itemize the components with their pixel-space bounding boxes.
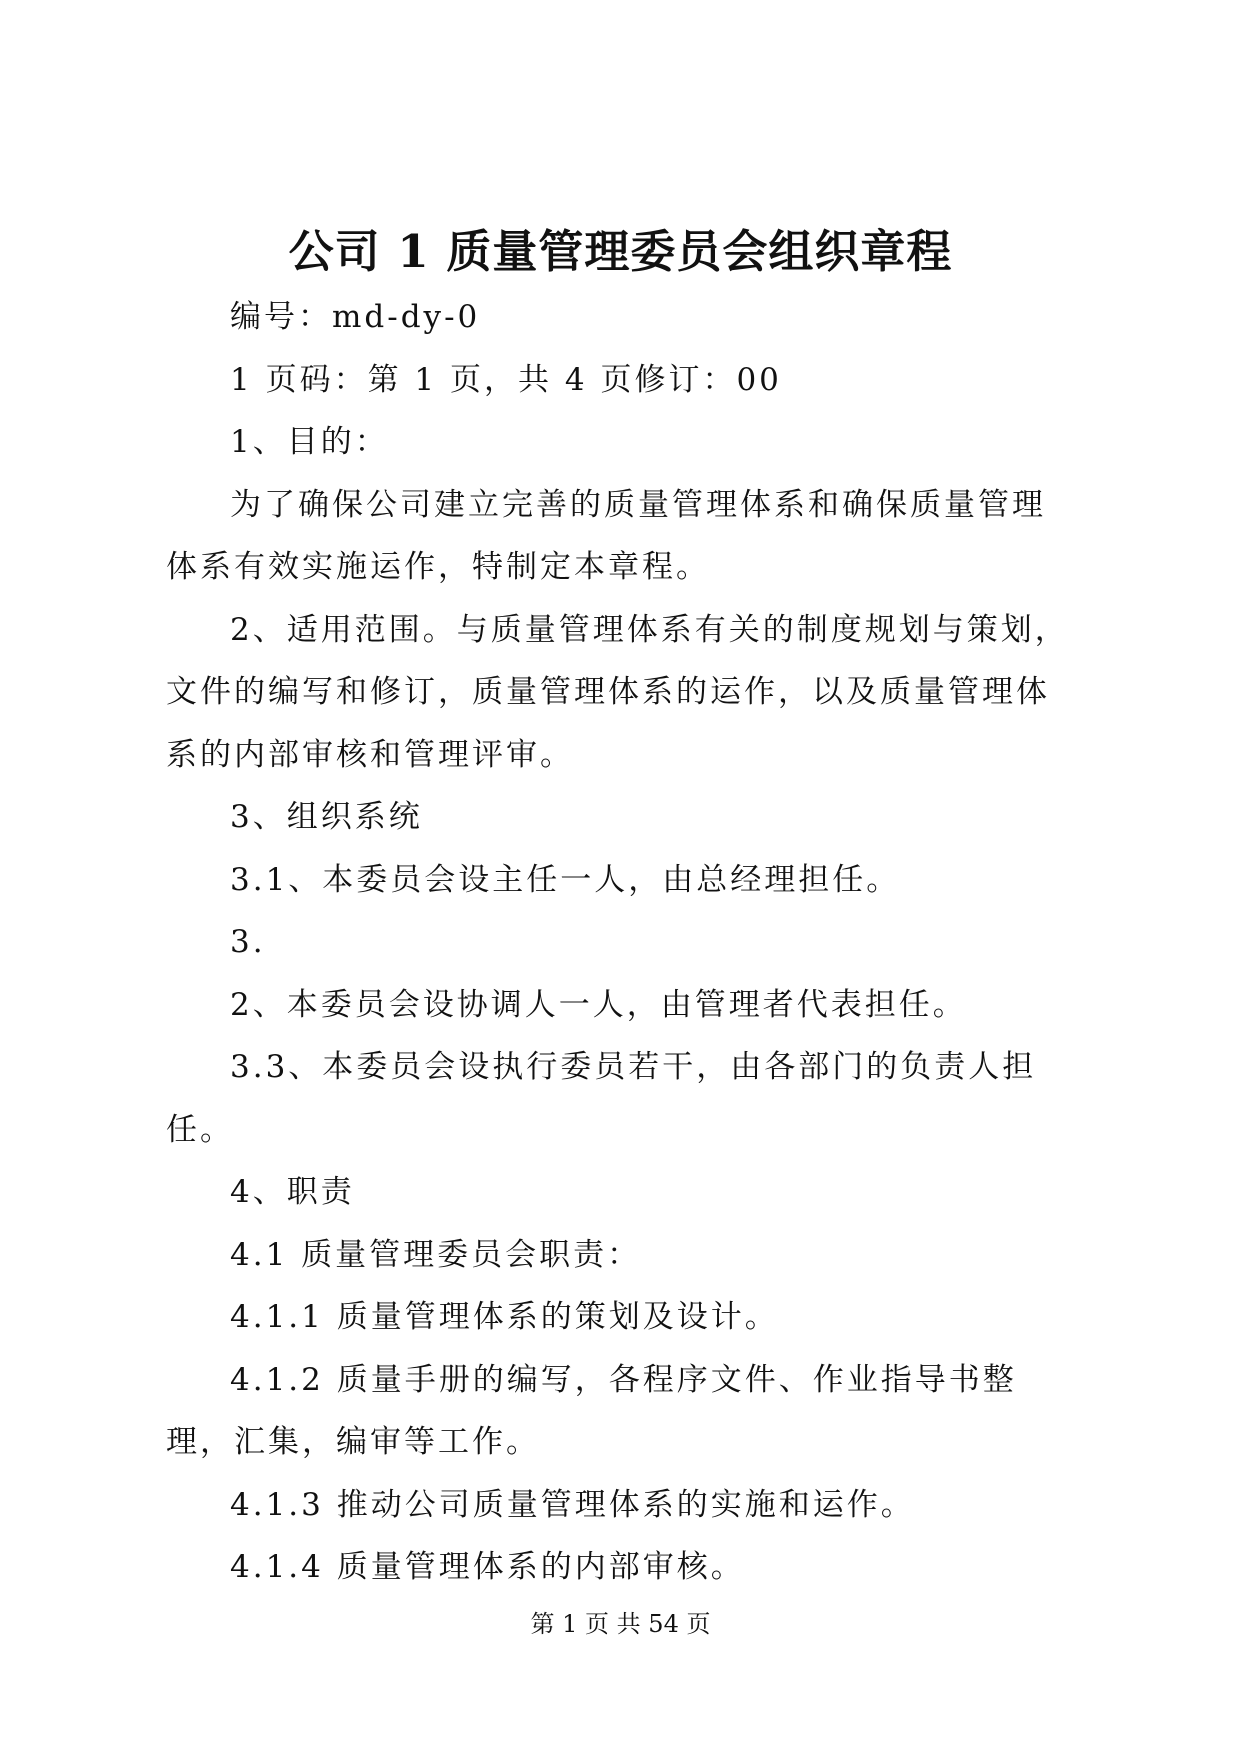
paragraph-3-fragment: 3.	[230, 924, 266, 960]
paragraph-scope: 2、适用范围。与质量管理体系有关的制度规划与策划，文件的编写和修订，质量管理体系的运作，以及质量管理体系的内部审核和管理评审。	[166, 611, 1069, 773]
paragraph-4-1-4: 4.1.4 质量管理体系的内部审核。	[230, 1549, 745, 1585]
paragraph-4-1-2: 4.1.2 质量手册的编写，各程序文件、作业指导书整理，汇集，编审等工作。	[166, 1361, 1017, 1460]
paragraph-4-1-3: 4.1.3 推动公司质量管理体系的实施和运作。	[230, 1486, 915, 1523]
page-footer: 第 1 页 共 54 页	[530, 1610, 711, 1638]
paragraph-4-1-1: 4.1.1 质量管理体系的策划及设计。	[230, 1299, 779, 1335]
paragraph-3-2: 2、本委员会设协调人一人，由管理者代表担任。	[230, 986, 967, 1023]
paragraph-page-info: 1 页码：第 1 页，共 4 页修订：00	[230, 361, 782, 398]
paragraph-section-4-heading: 4、职责	[230, 1174, 355, 1210]
paragraph-section-3-heading: 3、组织系统	[230, 799, 423, 835]
paragraph-section-1-heading: 1、目的：	[230, 424, 389, 460]
paragraph-3-3: 3.3、本委员会设执行委员若干，由各部门的负责人担任。	[166, 1049, 1037, 1148]
paragraph-purpose: 为了确保公司建立完善的质量管理体系和确保质量管理体系有效实施运作，特制定本章程。	[166, 486, 1046, 585]
paragraph-doc-number: 编号：md-dy-0	[230, 299, 481, 335]
document-body	[166, 286, 1076, 1599]
paragraph-4-1: 4.1 质量管理委员会职责：	[230, 1236, 642, 1273]
paragraph-3-1: 3.1、本委员会设主任一人，由总经理担任。	[230, 861, 901, 898]
document-title: 公司 1 质量管理委员会组织章程	[288, 225, 953, 278]
